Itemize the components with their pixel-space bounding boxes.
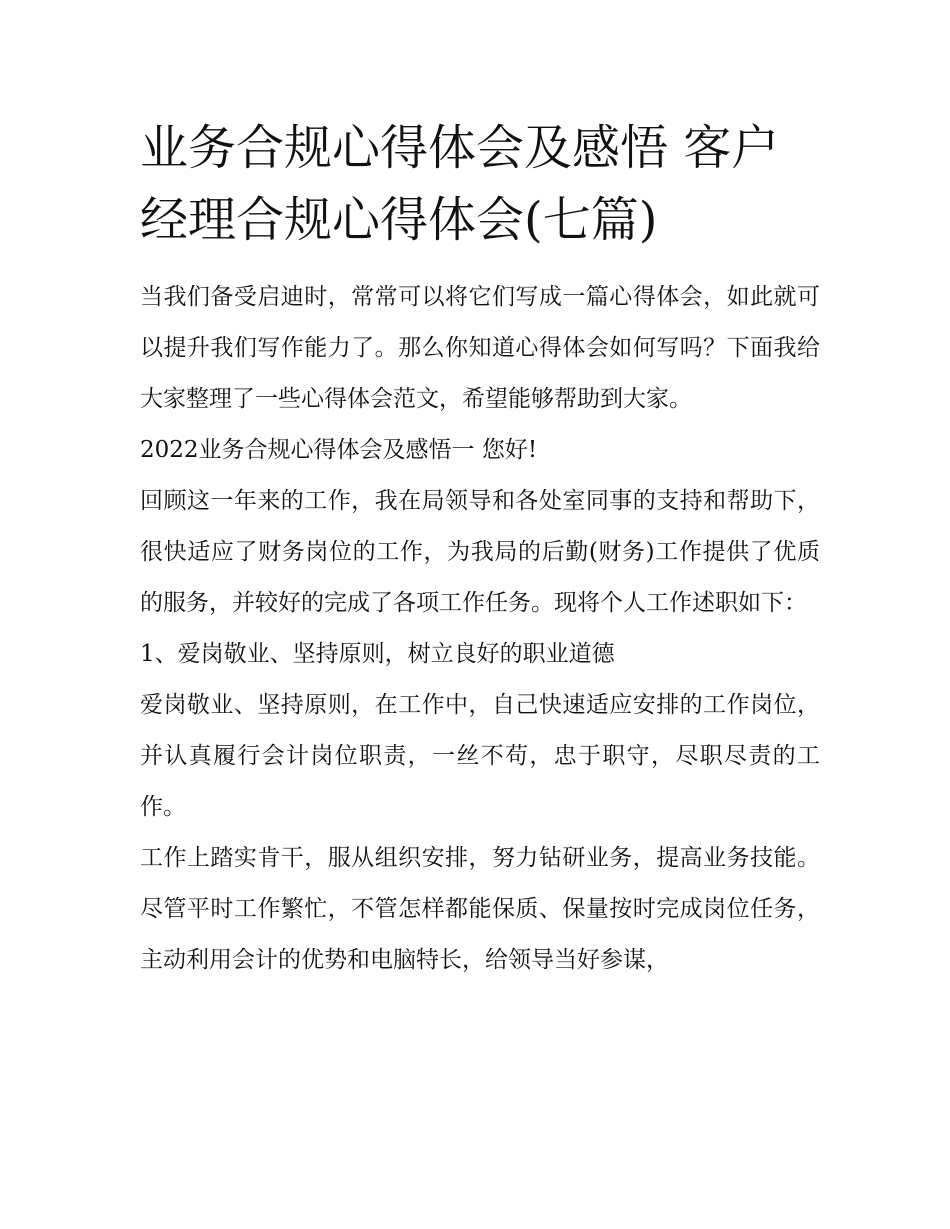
body-paragraph: 工作上踏实肯干，服从组织安排，努力钻研业务，提高业务技能。尽管平时工作繁忙，不管怎样都能保质、保量按时完成岗位任务，主动利用会计的优势和电脑特长，给领导当好参谋， xyxy=(140,845,820,973)
point-heading-1: 1、爱岗敬业、坚持原则，树立良好的职业道德 xyxy=(140,641,615,667)
section-heading: 2022业务合规心得体会及感悟一 您好! xyxy=(140,437,538,463)
body-paragraph: 回顾这一年来的工作，我在局领导和各处室同事的支持和帮助下，很快适应了财务岗位的工作，为我局的后勤(财务)工作提供了优质的服务，并较好的完成了各项工作任务。现将个人工作述职如下： xyxy=(140,488,820,616)
document-title: 业务合规心得体会及感悟 客户经理合规心得体会(七篇) xyxy=(140,120,780,248)
body-paragraph: 爱岗敬业、坚持原则，在工作中，自己快速适应安排的工作岗位，并认真履行会计岗位职责，一丝不苟，忠于职守，尽职尽责的工作。 xyxy=(140,692,820,820)
document-body xyxy=(140,112,820,986)
intro-paragraph: 当我们备受启迪时，常常可以将它们写成一篇心得体会，如此就可以提升我们写作能力了。那么你知道心得体会如何写吗？下面我给大家整理了一些心得体会范文，希望能够帮助到大家。 xyxy=(140,284,820,412)
